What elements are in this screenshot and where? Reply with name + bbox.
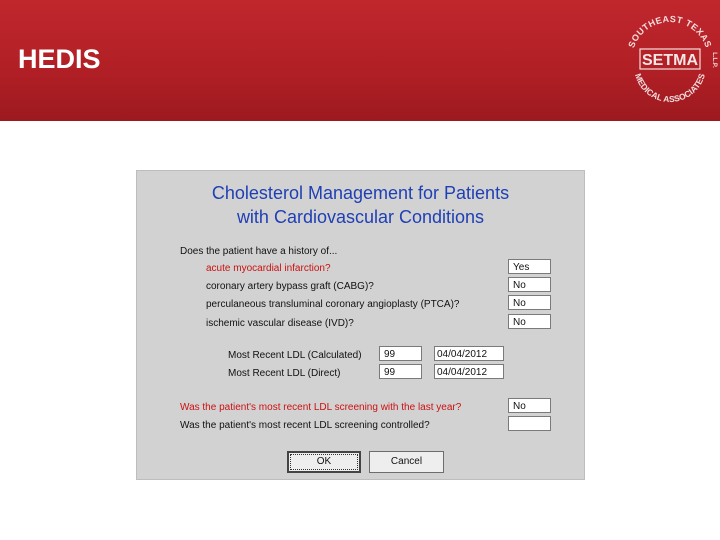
setma-logo	[620, 8, 720, 108]
form-title	[137, 181, 584, 229]
ok-button[interactable]: OK	[287, 451, 361, 473]
history-item-label: ischemic vascular disease (IVD)?	[206, 318, 354, 329]
slide-title: HEDIS	[18, 44, 101, 74]
svg-text:MEDICAL ASSOCIATES	[633, 72, 707, 104]
logo-top-arc: SOUTHEAST TEXAS	[626, 13, 714, 50]
history-item-label: coronary artery bypass graft (CABG)?	[206, 281, 374, 292]
screening-last-year-field[interactable]: No	[508, 398, 551, 413]
form-title-line1: Cholesterol Management for Patients	[211, 183, 510, 203]
svg-text:SOUTHEAST TEXAS	[626, 14, 713, 49]
cabg-history-field[interactable]: No	[508, 277, 551, 292]
ldl-direct-value[interactable]: 99	[379, 364, 422, 379]
history-item-label: perculaneous transluminal coronary angioplasty (PTCA)?	[206, 299, 460, 310]
ldl-calculated-value[interactable]: 99	[379, 346, 422, 361]
screening-controlled-label: Was the patient's most recent LDL screening controlled?	[180, 420, 430, 431]
header-banner	[0, 0, 720, 121]
form-screenshot	[136, 170, 585, 480]
screening-last-year-label: Was the patient's most recent LDL screening with the last year?	[180, 402, 462, 413]
ldl-calculated-date[interactable]: 04/04/2012	[434, 346, 504, 361]
ivd-history-field[interactable]: No	[508, 314, 551, 329]
screening-controlled-field[interactable]	[508, 416, 551, 431]
history-item-label: acute myocardial infarction?	[206, 263, 331, 274]
logo-bottom-arc: MEDICAL ASSOCIATES	[633, 72, 707, 105]
logo-center-text: SETMA	[642, 52, 698, 69]
mi-history-field[interactable]: Yes	[508, 259, 551, 274]
ldl-direct-date[interactable]: 04/04/2012	[434, 364, 504, 379]
history-prompt: Does the patient have a history of...	[180, 246, 338, 257]
form-title-line2: with Cardiovascular Conditions	[236, 207, 485, 227]
ptca-history-field[interactable]: No	[508, 295, 551, 310]
cancel-button[interactable]: Cancel	[369, 451, 444, 473]
ldl-calculated-label: Most Recent LDL (Calculated)	[228, 350, 362, 361]
logo-suffix: L.L.P.	[711, 52, 717, 68]
ldl-direct-label: Most Recent LDL (Direct)	[228, 368, 341, 379]
